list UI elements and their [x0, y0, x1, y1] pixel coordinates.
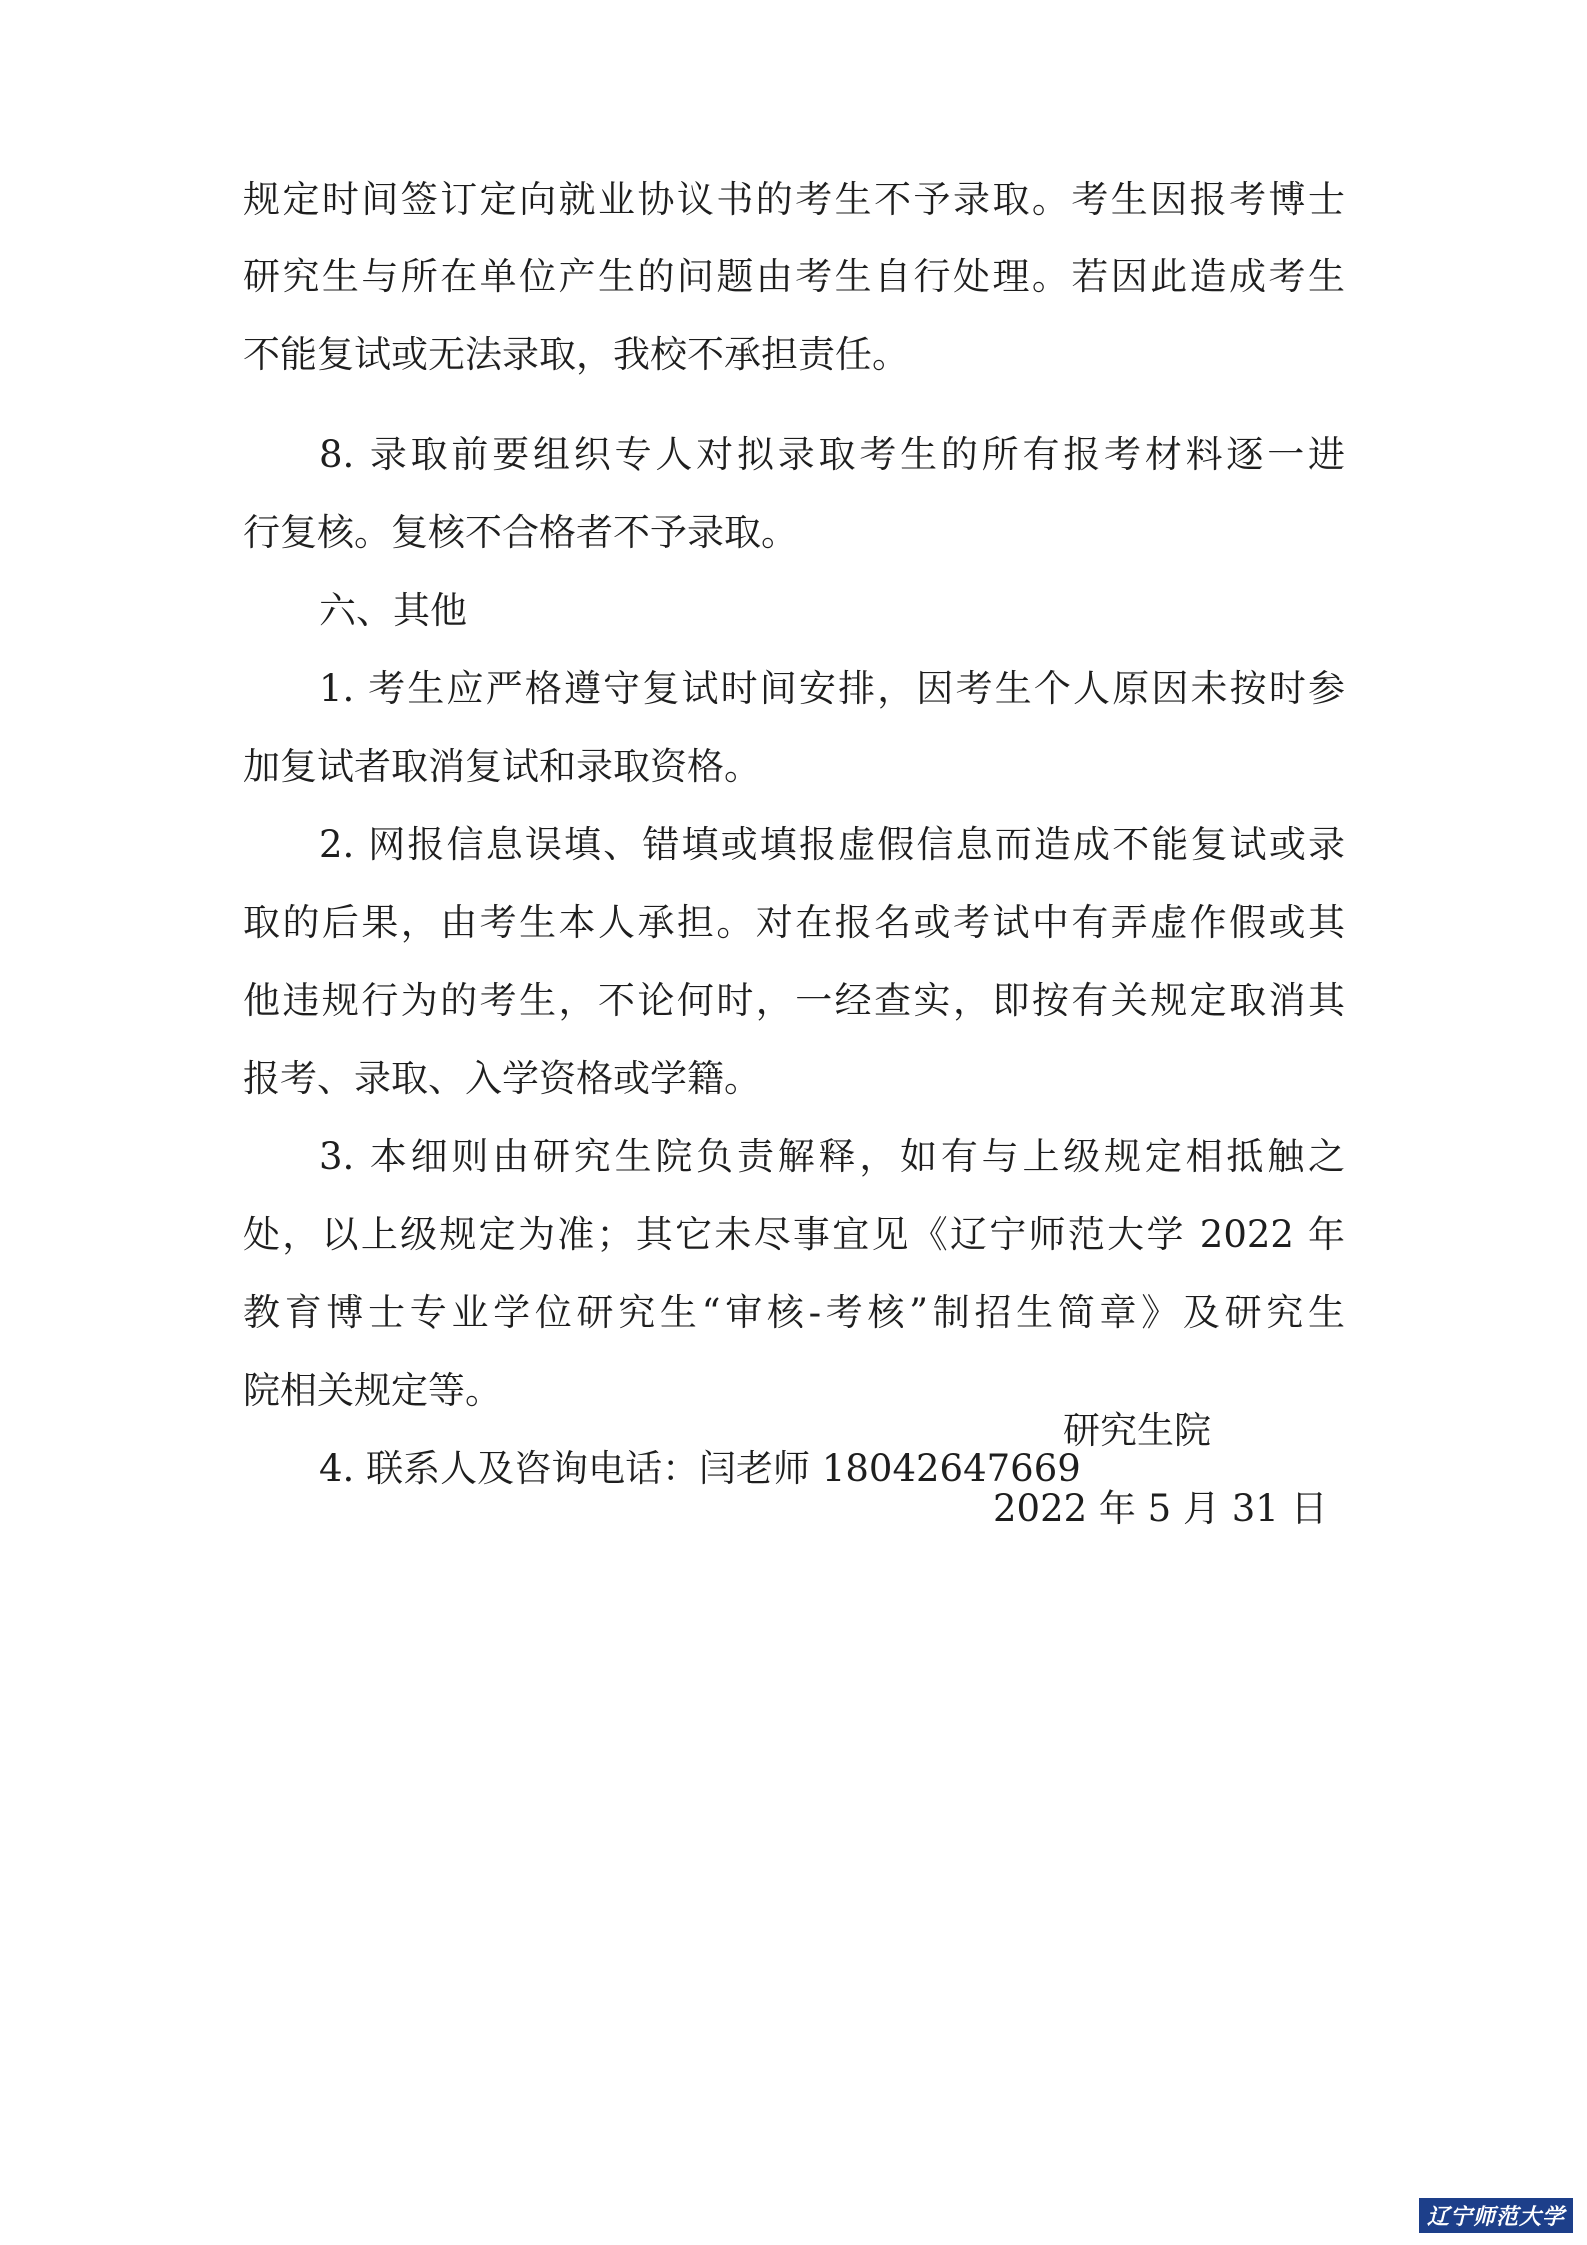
text-line: 教育博士专业学位研究生“审核-考核”制招生简章》及研究生 — [243, 1291, 1345, 1334]
text-line: 2. 网报信息误填、错填或填报虚假信息而造成不能复试或录 — [319, 823, 1345, 866]
section-heading: 六、其他 — [319, 589, 467, 632]
signature-org: 研究生院 — [1063, 1409, 1211, 1452]
text-line: 加复试者取消复试和录取资格。 — [243, 745, 761, 788]
text-line: 研究生与所在单位产生的问题由考生自行处理。若因此造成考生 — [243, 255, 1345, 298]
text-line: 他违规行为的考生，不论何时，一经查实，即按有关规定取消其 — [243, 979, 1345, 1022]
contact-line: 4. 联系人及咨询电话：闫老师 18042647669 — [319, 1447, 1081, 1490]
text-line: 3. 本细则由研究生院负责解释，如有与上级规定相抵触之 — [319, 1135, 1345, 1178]
text-line: 行复核。复核不合格者不予录取。 — [243, 511, 798, 554]
text-line: 院相关规定等。 — [243, 1369, 502, 1412]
text-line: 8. 录取前要组织专人对拟录取考生的所有报考材料逐一进 — [319, 433, 1345, 476]
text-line: 报考、录取、入学资格或学籍。 — [243, 1057, 761, 1100]
text-line: 取的后果，由考生本人承担。对在报名或考试中有弄虚作假或其 — [243, 901, 1345, 944]
signature-date: 2022 年 5 月 31 日 — [993, 1487, 1328, 1530]
text-line: 不能复试或无法录取，我校不承担责任。 — [243, 333, 909, 376]
text-line: 1. 考生应严格遵守复试时间安排，因考生个人原因未按时参 — [319, 667, 1345, 710]
text-line: 处，以上级规定为准；其它未尽事宜见《辽宁师范大学 2022 年 — [243, 1213, 1345, 1256]
text-line: 规定时间签订定向就业协议书的考生不予录取。考生因报考博士 — [243, 178, 1345, 221]
university-watermark: 辽宁师范大学 — [1419, 2198, 1573, 2233]
